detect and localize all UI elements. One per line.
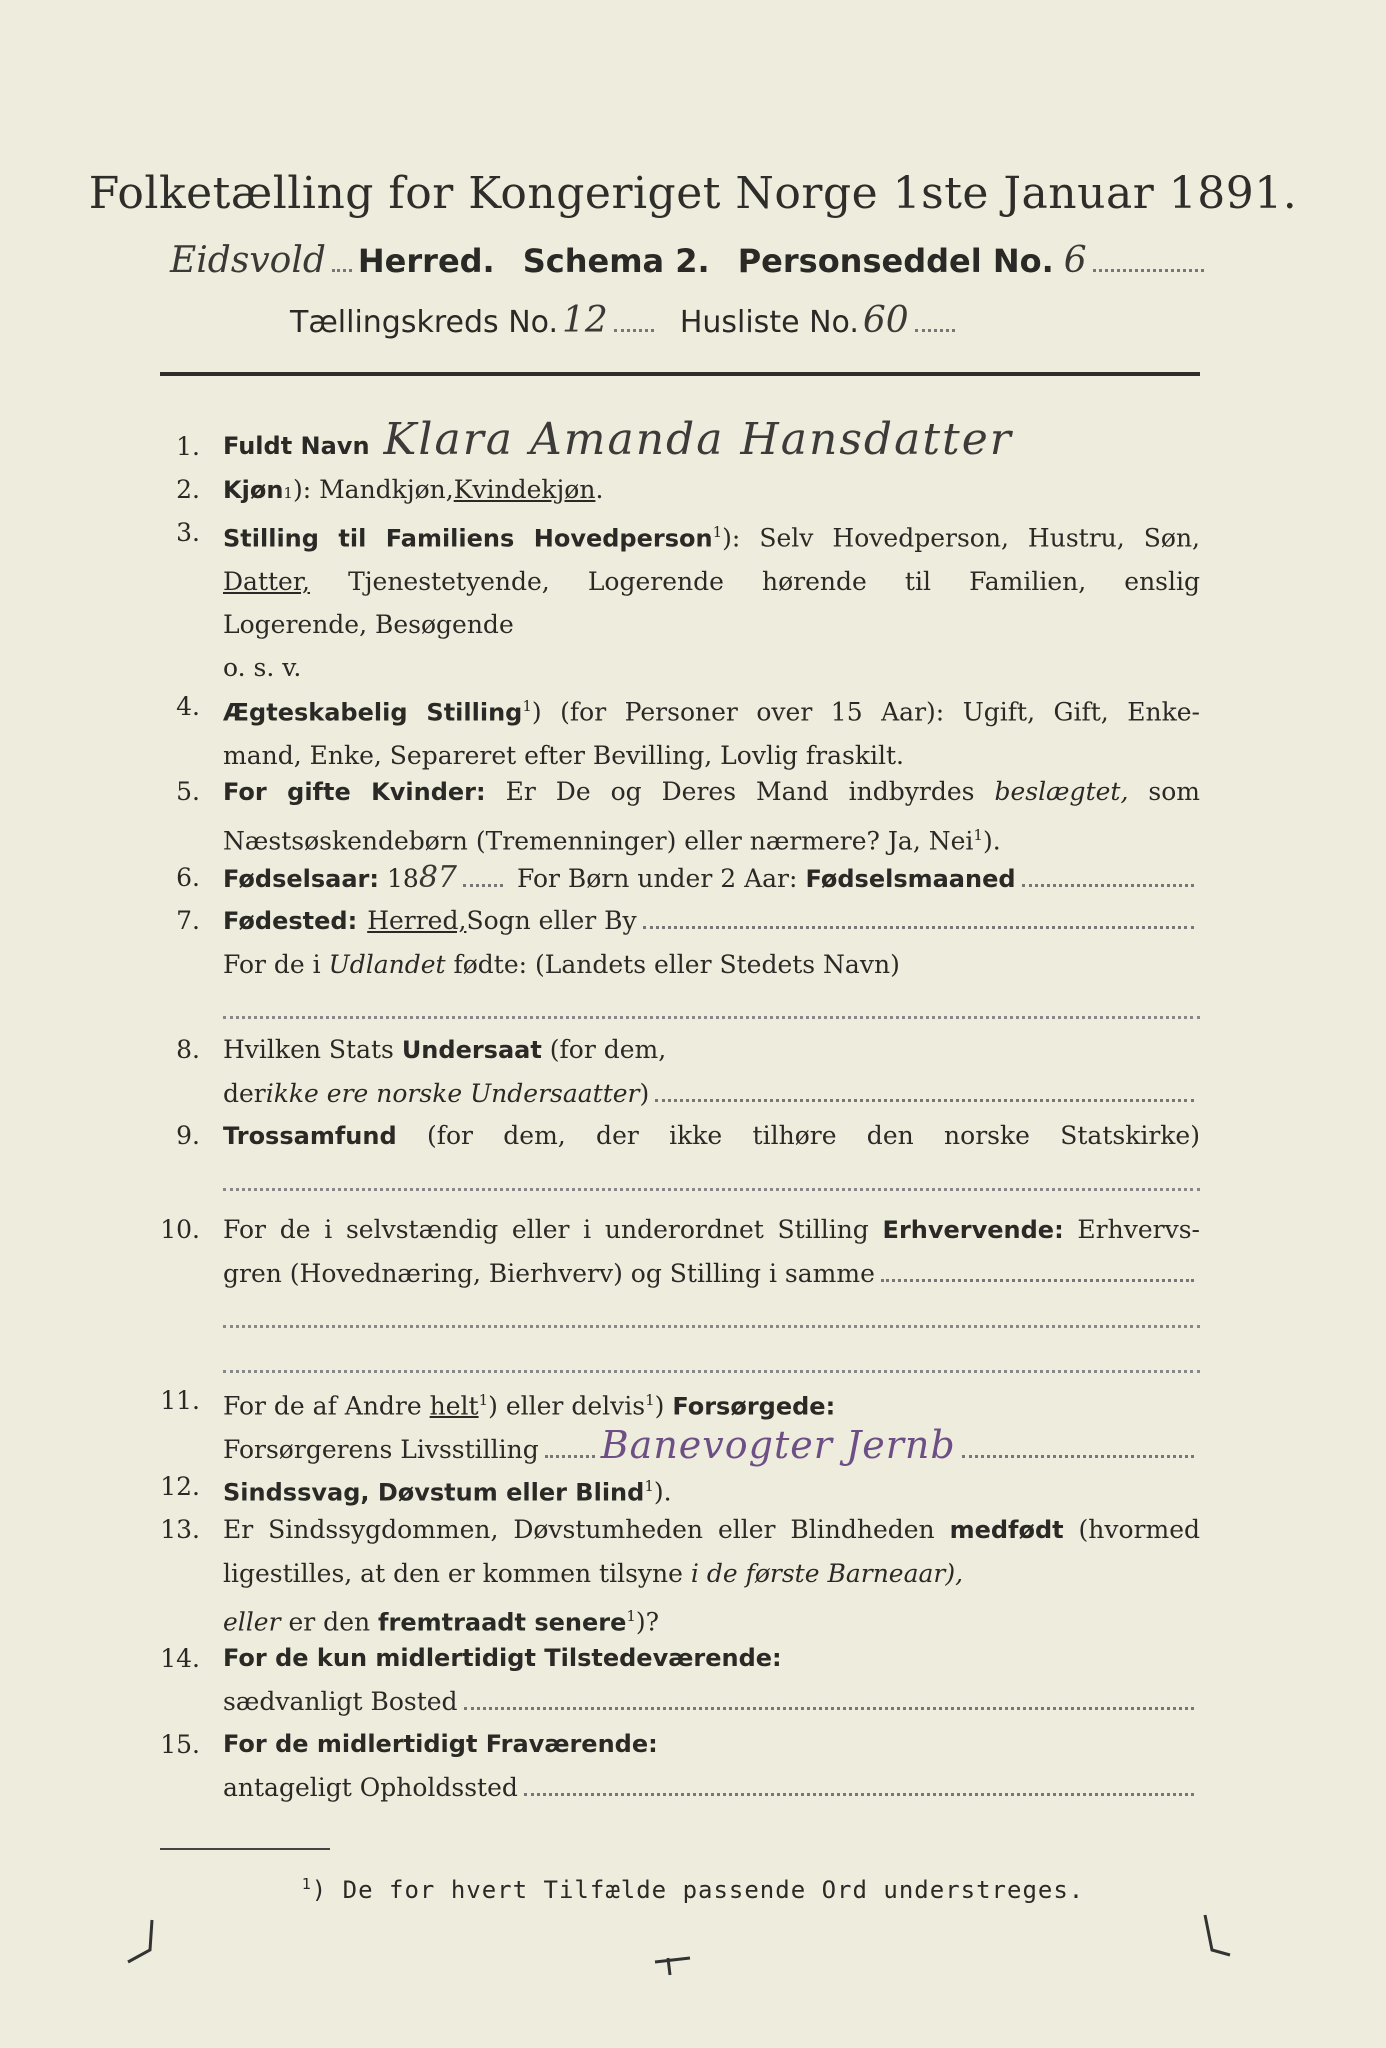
item-number: 12.: [160, 1472, 200, 1501]
family-position-line1: ): Selv Hovedperson, Hustru, Søn,: [722, 523, 1200, 553]
religion-answer-line: [223, 1158, 1200, 1191]
gender-label: Kjøn: [223, 476, 284, 504]
personseddel-value: 6: [1063, 240, 1087, 281]
herred-label: Herred.: [357, 242, 495, 280]
item-number: 9.: [176, 1121, 200, 1150]
item-number: 7.: [176, 906, 200, 935]
married-women-line1b: som: [1128, 777, 1200, 806]
item-number: 8.: [176, 1035, 200, 1064]
item-number: 15.: [160, 1730, 200, 1759]
occupation-label: Erhvervende:: [882, 1216, 1064, 1244]
herred-value: Eidsvold: [170, 240, 326, 281]
birthplace-options: Sogn eller By: [466, 906, 637, 935]
congenital-label: medfødt: [949, 1516, 1064, 1544]
birth-year-value: 87: [418, 860, 457, 895]
header-line-kreds: [290, 300, 1090, 341]
family-position-line3: Logerende, Besøgende: [223, 610, 514, 640]
abroad-line-b: fødte: (Landets eller Stedets Navn): [445, 950, 900, 979]
footnote-ref: 1: [712, 523, 723, 541]
congenital-line3-i: eller: [223, 1607, 281, 1637]
disability-end: ).: [653, 1477, 672, 1507]
congenital-line-b: (hvormed: [1063, 1515, 1201, 1544]
header-rule: [160, 372, 1200, 376]
marital-status-line2: mand, Enke, Separeret efter Bevilling, Lovlig fraskilt.: [223, 741, 904, 771]
full-name-label: Fuldt Navn: [223, 432, 370, 460]
crop-mark-right: [1205, 1915, 1230, 1955]
supported-label: Forsørgede:: [672, 1392, 836, 1421]
citizenship-line-a: Hvilken Stats: [223, 1035, 402, 1064]
married-women-line1a: Er De og Deres Mand indbyrdes: [485, 777, 995, 806]
item-number: 13.: [160, 1515, 200, 1544]
supported-line-b: ) eller delvis: [488, 1391, 646, 1421]
item-number: 3.: [176, 518, 200, 547]
married-women-line1i: beslægtet,: [994, 777, 1129, 806]
footnote-rule: [160, 1848, 330, 1850]
supported-line-c: ): [654, 1391, 673, 1421]
congenital-line2-a: ligestilles, at den er kommen tilsyne: [223, 1559, 691, 1588]
abroad-line-i: Udlandet: [328, 950, 446, 979]
family-position-line2: Tjenestetyende, Logerende hørende til Familien, enslig: [310, 567, 1200, 597]
usual-residence-label: sædvanligt Bosted: [223, 1687, 458, 1716]
crop-mark-center: [655, 1958, 690, 1975]
kreds-value: 12: [562, 300, 608, 341]
form-title: Folketælling for Kongeriget Norge 1ste Januar 1891.: [88, 168, 1298, 219]
birth-year-prefix: 18: [387, 864, 419, 893]
item-number: 10.: [160, 1215, 200, 1244]
gender-end: .: [595, 475, 604, 504]
family-position-selected: Datter,: [223, 567, 310, 597]
congenital-end: )?: [635, 1607, 660, 1637]
citizenship-line2-a: der: [223, 1079, 266, 1108]
occupation-answer-line-2: [223, 1340, 1200, 1373]
schema-label: Schema 2.: [522, 242, 710, 280]
footnote-ref: 1: [522, 697, 532, 715]
congenital-line-a: Er Sindssygdommen, Døvstumheden eller Blindheden: [223, 1515, 950, 1544]
item-number: 1.: [176, 432, 200, 461]
religion-text: (for dem, der ikke tilhøre den norske Statskirke): [396, 1121, 1200, 1150]
citizenship-line-b: (for dem,: [541, 1035, 667, 1064]
citizenship-line2-b: ): [639, 1079, 650, 1108]
occupation-line-b: Erhvervs-: [1063, 1215, 1200, 1244]
footnote-ref: 1: [626, 1607, 636, 1625]
family-position-label: Stilling til Familiens Hovedperson: [223, 524, 713, 553]
full-name-value: Klara Amanda Hansdatter: [383, 414, 1013, 465]
later-onset-label: fremtraadt senere: [378, 1608, 627, 1637]
header-line-herred: [160, 240, 1210, 281]
married-women-end: ).: [982, 826, 1001, 856]
occupation-line2: gren (Hovednæring, Bierhverv) og Stilling i samme: [223, 1259, 875, 1288]
kreds-label: Tællingskreds No.: [290, 305, 558, 340]
supporter-occupation-label: Forsørgerens Livsstilling: [223, 1435, 539, 1465]
footnote-ref: 1: [645, 1391, 655, 1409]
citizenship-line2-i: ikke ere norske Undersaatter: [265, 1079, 640, 1108]
congenital-line3-a: er den: [280, 1607, 379, 1637]
gender-options: ): Mandkjøn,: [292, 475, 454, 504]
crop-mark-left: [128, 1920, 152, 1962]
footnote-ref: 1: [644, 1477, 654, 1495]
under-two-label: For Børn under 2 Aar:: [517, 864, 798, 893]
temporary-present-label: For de kun midlertidigt Tilstedeværende:: [223, 1644, 782, 1672]
religion-label: Trossamfund: [223, 1122, 397, 1150]
item-number: 2.: [176, 475, 200, 504]
abroad-line-a: For de i: [223, 950, 329, 979]
footnote-ref: 1: [973, 826, 983, 844]
birthplace-label: Fødested:: [223, 907, 358, 935]
footnote-ref: 1: [301, 1875, 312, 1893]
birthplace-selected: Herred,: [367, 906, 467, 935]
item-number: 6.: [176, 863, 200, 892]
item-number: 14.: [160, 1644, 200, 1673]
temporary-absent-label: For de midlertidigt Fraværende:: [223, 1730, 658, 1758]
family-position-line4: o. s. v.: [223, 653, 302, 683]
birth-year-label: Fødselsaar:: [223, 865, 379, 893]
birth-month-label: Fødselsmaaned: [805, 865, 1016, 893]
husliste-value: 60: [862, 300, 909, 341]
probable-residence-label: antageligt Opholdssted: [223, 1773, 518, 1802]
footnote-text: ) De for hvert Tilfælde passende Ord understreges.: [311, 1876, 1085, 1904]
marital-status-line1: ) (for Personer over 15 Aar): Ugift, Gift, Enke-: [531, 697, 1200, 727]
occupation-line-a: For de i selvstændig eller i underordnet Stilling: [223, 1215, 883, 1244]
abroad-answer-line: [223, 986, 1200, 1019]
husliste-label: Husliste No.: [679, 305, 859, 340]
married-women-label: For gifte Kvinder:: [223, 778, 486, 806]
congenital-line2-i: i de første Barneaar),: [690, 1559, 964, 1588]
supported-line-a: For de af Andre: [223, 1391, 430, 1421]
disability-label: Sindssvag, Døvstum eller Blind: [223, 1478, 645, 1507]
footnote-ref: 1: [283, 484, 293, 502]
marital-status-label: Ægteskabelig Stilling: [223, 698, 523, 727]
supporter-occupation-value: Banevogter Jernb: [600, 1423, 956, 1468]
gender-selected: Kvindekjøn: [453, 475, 596, 504]
item-number: 4.: [176, 692, 200, 721]
personseddel-label: Personseddel No.: [737, 242, 1054, 280]
footnote-ref: 1: [478, 1391, 489, 1409]
footnote: [0, 1875, 1386, 1904]
married-women-line2: Næstsøskendebørn (Tremenninger) eller nærmere? Ja, Nei: [223, 826, 974, 856]
item-number: 11.: [160, 1386, 200, 1415]
supported-selected: helt: [429, 1391, 479, 1421]
item-number: 5.: [176, 777, 200, 806]
citizenship-label: Undersaat: [401, 1036, 542, 1064]
occupation-answer-line-1: [223, 1295, 1200, 1328]
